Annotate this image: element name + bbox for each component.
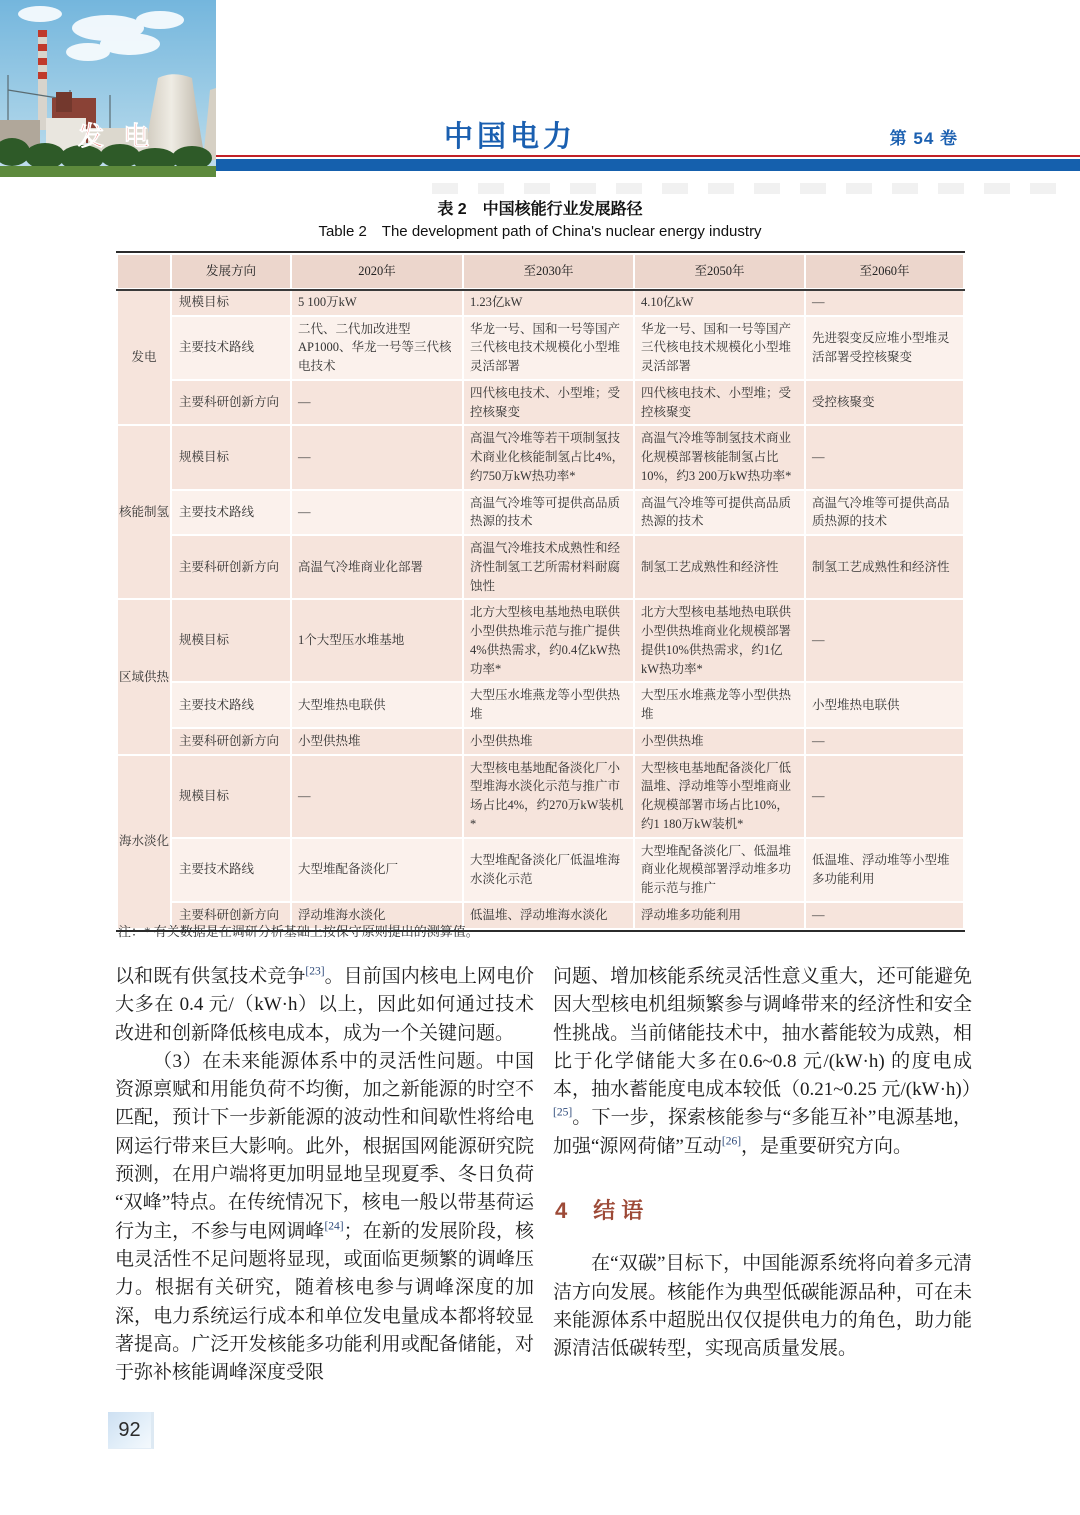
table-cell: 小型堆热电联供	[806, 683, 963, 727]
scan-artifact-dashes	[432, 183, 1062, 194]
column-header: 至2050年	[635, 255, 804, 288]
row-label-cell: 规模目标	[172, 290, 290, 315]
section-heading	[555, 1197, 972, 1225]
table-cell: 制氢工艺成熟性和经济性	[635, 536, 804, 598]
table-cell: 小型供热堆	[292, 729, 462, 754]
table-cell: 制氢工艺成熟性和经济性	[806, 536, 963, 598]
table-cell: 四代核电技术、小型堆；受控核聚变	[464, 381, 633, 425]
table-row	[118, 756, 963, 837]
row-label-cell: 规模目标	[172, 600, 290, 681]
table-cell: 高温气冷堆商业化部署	[292, 536, 462, 598]
table-title-zh: 表 2 中国核能行业发展路径	[437, 201, 643, 218]
citation-ref: [26]	[721, 1135, 742, 1148]
table-row	[118, 600, 963, 681]
row-label-cell: 规模目标	[172, 756, 290, 837]
group-cell: 发电	[118, 290, 170, 425]
table-row	[118, 536, 963, 598]
table-cell: —	[806, 600, 963, 681]
table-cell: 四代核电技术、小型堆；受控核聚变	[635, 381, 804, 425]
table-cell: 1.23亿kW	[464, 290, 633, 315]
table-cell: 高温气冷堆等制氢技术商业化规模部署核能制氢占比10%，约3 200万kW热功率*	[635, 426, 804, 488]
body-paragraph: 在“双碳”目标下，中国能源系统将向着多元清洁方向发展。核能作为典型低碳能源品种，可在未来能源体系中超脱出仅仅提供电力的角色，助力能源清洁低碳转型，实现高质量发展。	[553, 1253, 972, 1360]
table-cell: 小型供热堆	[464, 729, 633, 754]
table-row	[118, 290, 963, 315]
table-cell: 4.10亿kW	[635, 290, 804, 315]
table-row	[118, 683, 963, 727]
journal-title: 中国电力	[443, 121, 576, 153]
table-cell: 北方大型核电基地热电联供小型供热堆示范与推广提供4%供热需求，约0.4亿kW热功率*	[464, 600, 633, 681]
table-cell: 大型堆配备淡化厂低温堆海水淡化示范	[464, 839, 633, 901]
body-column-right	[553, 963, 981, 1364]
body-paragraph: 以和既有供氢技术竞争[23]。目前国内核电上网电价大多在 0.4 元/（kW·h）以上，因此如何通过技术改进和创新降低核电成本，成为一个关键问题。	[115, 965, 534, 1044]
body-paragraph: （3）在未来能源体系中的灵活性问题。中国资源禀赋和用能负荷不均衡，加之新能源的时空不匹配，预计下一步新能源的波动性和间歇性将给电网运行带来巨大影响。此外，根据国网能源研究院预测，在用户端将更加明显地呈现夏季、冬日负荷“双峰”特点。在传统情况下，核电一般以带基荷运行为主，不参与电网调峰[24]；在新的发展阶段，核电灵活性不足问题将显现，或面临更频繁的调峰压力。根据有关研究，随着核电参与调峰深度的加深，电力系统运行成本和单位发电量成本都将较显著提高。广泛开发核能多功能利用或配备储能，对于弥补核能调峰深度受限	[115, 1050, 534, 1384]
table-cell: —	[806, 290, 963, 315]
table-cell: 受控核聚变	[806, 381, 963, 425]
table-cell: 低温堆、浮动堆等小型堆多功能利用	[806, 839, 963, 901]
table-note: 注：* 有关数据是在调研分析基础上按保守原则提出的测算值。	[118, 924, 479, 939]
group-cell: 核能制氢	[118, 426, 170, 598]
section-title: 结语	[593, 1198, 650, 1224]
table-cell: —	[292, 426, 462, 488]
table-cell: 大型压水堆燕龙等小型供热堆	[464, 683, 633, 727]
table-cell: 大型堆配备淡化厂	[292, 839, 462, 901]
table-row	[118, 317, 963, 379]
table-cell: 大型核电基地配备淡化厂低温堆、浮动堆等小型堆商业化规模部署市场占比10%，约1 180万kW装机*	[635, 756, 804, 837]
body-column-left	[115, 963, 534, 1387]
row-label-cell: 主要技术路线	[172, 839, 290, 901]
row-label-cell: 主要科研创新方向	[172, 729, 290, 754]
volume-label: 第 54 卷	[889, 129, 958, 148]
citation-ref: [23]	[305, 965, 325, 978]
table-cell: 5 100万kW	[292, 290, 462, 315]
column-header: 至2060年	[806, 255, 963, 288]
table-row	[118, 729, 963, 754]
row-label-cell: 主要技术路线	[172, 317, 290, 379]
table-cell: 二代、二代加改进型AP1000、华龙一号等三代核电技术	[292, 317, 462, 379]
table-header-rule	[116, 289, 965, 291]
table-cell: —	[806, 756, 963, 837]
table-cell: 大型压水堆燕龙等小型供热堆	[635, 683, 804, 727]
table-cell: 北方大型核电基地热电联供小型供热堆商业化规模部署提供10%供热需求，约1亿kW热功率*	[635, 600, 804, 681]
citation-ref: [24]	[324, 1220, 344, 1233]
row-label-cell: 主要技术路线	[172, 683, 290, 727]
table-row	[118, 381, 963, 425]
row-label-cell: 主要技术路线	[172, 491, 290, 535]
table-row	[118, 426, 963, 488]
table-row	[118, 839, 963, 901]
table-cell: 华龙一号、国和一号等国产三代核电技术规模化小型堆灵活部署	[464, 317, 633, 379]
header-rule-red	[216, 155, 1080, 157]
row-label-cell: 主要科研创新方向	[172, 381, 290, 425]
citation-ref: [25]	[553, 1107, 573, 1120]
table-cell: —	[292, 491, 462, 535]
table-cell: —	[292, 381, 462, 425]
table-cell: 先进裂变反应堆小型堆灵活部署受控核聚变	[806, 317, 963, 379]
group-cell: 区域供热	[118, 600, 170, 753]
column-header	[118, 255, 170, 288]
table-row	[118, 491, 963, 535]
table-cell: 高温气冷堆等可提供高品质热源的技术	[806, 491, 963, 535]
development-path-table	[116, 253, 965, 930]
page-number-badge: 92	[108, 1412, 154, 1449]
table-cell: —	[806, 729, 963, 754]
table-cell: 高温气冷堆等若干项制氢技术商业化核能制氢占比4%，约750万kW热功率*	[464, 426, 633, 488]
section-number: 4	[555, 1198, 568, 1224]
table-cell: 高温气冷堆等可提供高品质热源的技术	[635, 491, 804, 535]
table-cell: 高温气冷堆等可提供高品质热源的技术	[464, 491, 633, 535]
photo-caption: 发 电	[78, 121, 156, 151]
table-cell: 大型堆热电联供	[292, 683, 462, 727]
table-cell: 华龙一号、国和一号等国产三代核电技术规模化小型堆灵活部署	[635, 317, 804, 379]
table-header-row	[118, 255, 963, 288]
table-cell: —	[806, 426, 963, 488]
row-label-cell: 主要科研创新方向	[172, 903, 290, 928]
row-label-cell: 规模目标	[172, 426, 290, 488]
table-cell: 浮动堆多功能利用	[635, 903, 804, 928]
table-cell: 小型供热堆	[635, 729, 804, 754]
table-cell: 大型核电基地配备淡化厂小型堆海水淡化示范与推广市场占比4%，约270万kW装机*	[464, 756, 633, 837]
table-cell: —	[806, 903, 963, 928]
column-header: 发展方向	[172, 255, 290, 288]
column-header: 2020年	[292, 255, 462, 288]
header-rule-blue	[216, 159, 1080, 171]
group-cell: 海水淡化	[118, 756, 170, 928]
row-label-cell: 主要科研创新方向	[172, 536, 290, 598]
table-title-en: Table 2 The development path of China's nuclear energy industry	[318, 223, 762, 240]
table-cell: 低温堆、浮动堆海水淡化	[464, 903, 633, 928]
development-path-table-wrap	[116, 251, 965, 932]
table-cell: 1个大型压水堆基地	[292, 600, 462, 681]
table-cell: 高温气冷堆技术成熟性和经济性制氢工艺所需材料耐腐蚀性	[464, 536, 633, 598]
column-header: 至2030年	[464, 255, 633, 288]
table-cell: 大型堆配备淡化厂、低温堆商业化规模部署浮动堆多功能示范与推广	[635, 839, 804, 901]
table-cell: —	[292, 756, 462, 837]
body-paragraph: 问题、增加核能系统灵活性意义重大，还可能避免因大型核电机组频繁参与调峰带来的经济性和安全性挑战。当前储能技术中，抽水蓄能较为成熟，相比于化学储能大多在0.6~0.8 元/(kW·h) 的度电成本，抽水蓄能度电成本较低（0.21~0.25 元/(kW·h)）[25]。下一步，探索核能参与“多能互补”电源基地，加强“源网荷储”互动[26]，是重要研究方向。	[553, 966, 981, 1157]
table-cell: 浮动堆海水淡化	[292, 903, 462, 928]
